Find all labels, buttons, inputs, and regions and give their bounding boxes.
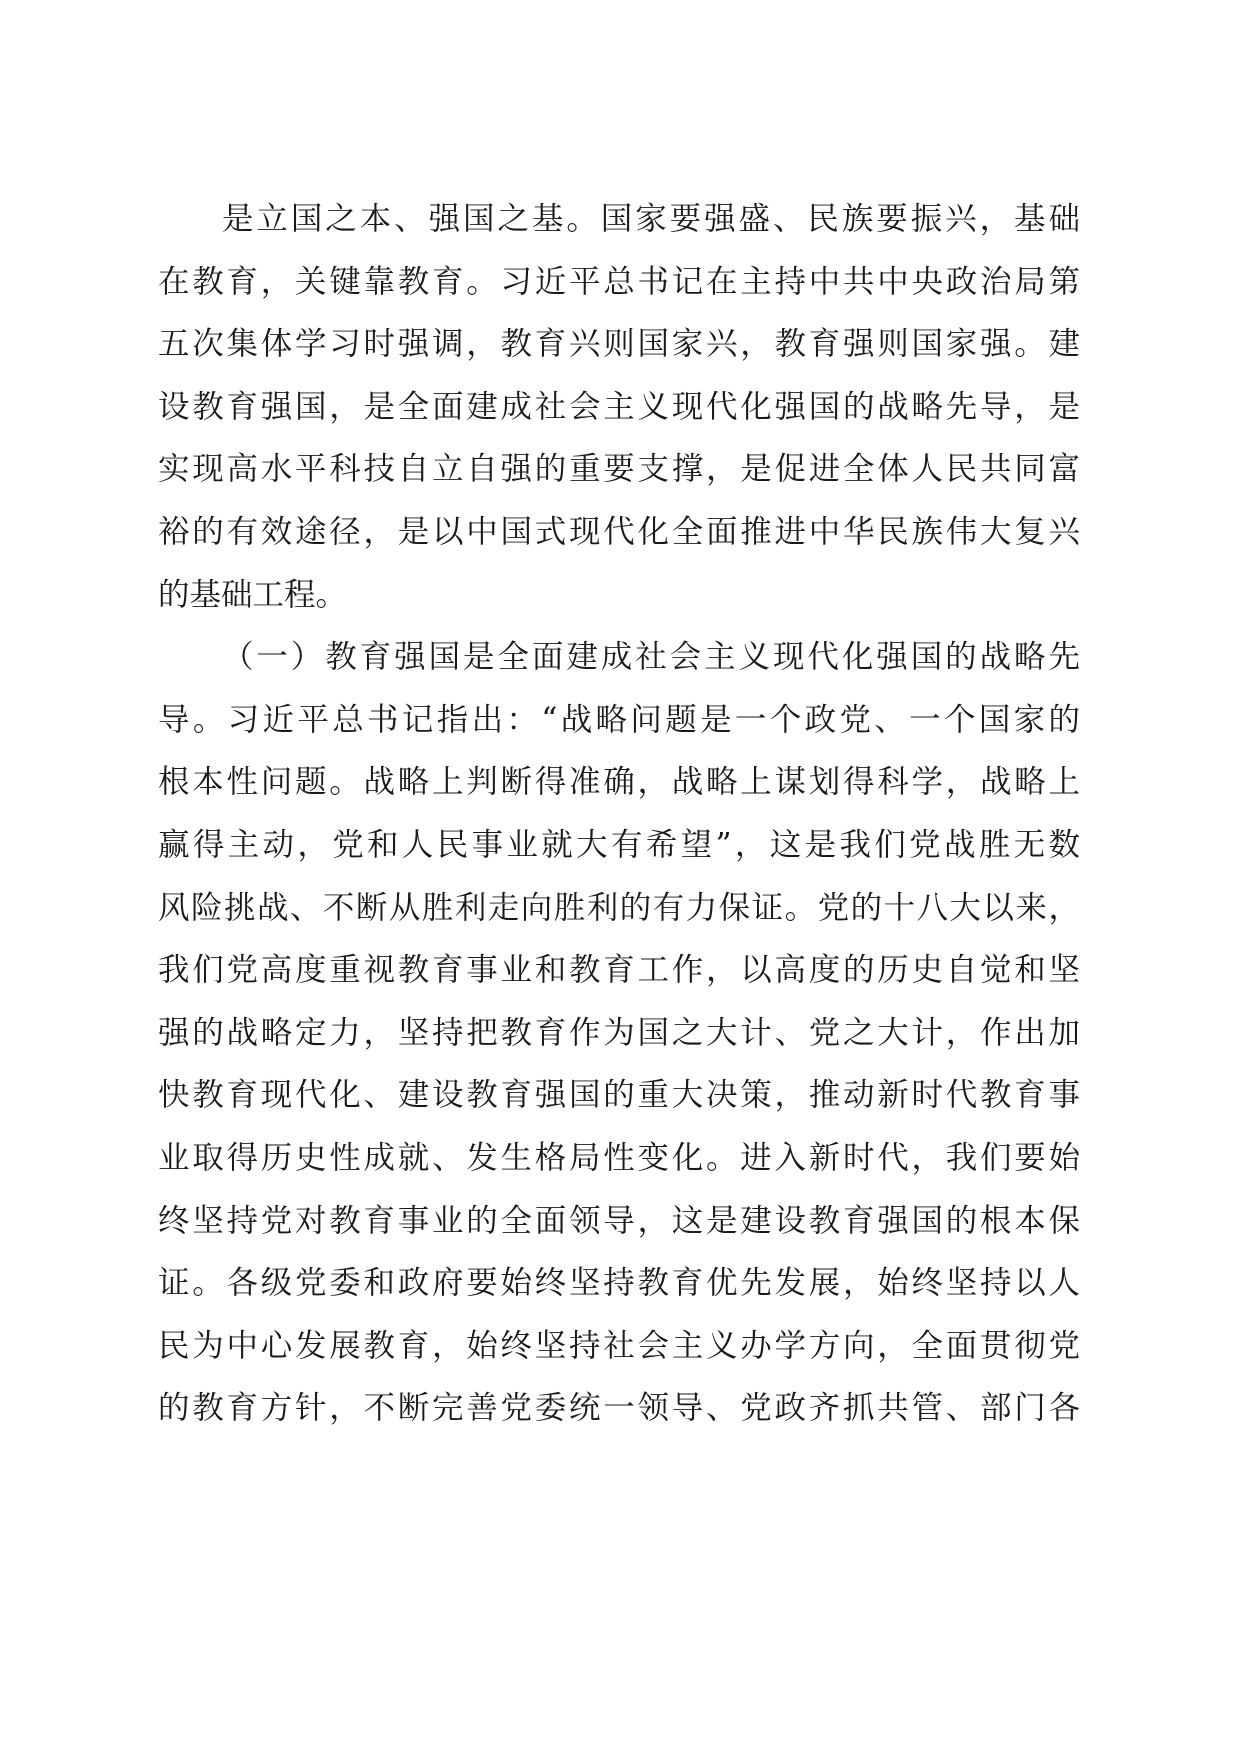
text-line: 五次集体学习时强调，教育兴则国家兴，教育强则国家强。建 — [158, 326, 1080, 363]
body-text — [158, 188, 1080, 1440]
text-line: 终坚持党对教育事业的全面领导，这是建设教育强国的根本保 — [158, 1202, 1080, 1239]
text-line: 实现高水平科技自立自强的重要支撑，是促进全体人民共同富 — [158, 451, 1080, 488]
text-line: 根本性问题。战略上判断得准确，战略上谋划得科学，战略上 — [158, 764, 1080, 801]
text-line: 证。各级党委和政府要始终坚持教育优先发展，始终坚持以人 — [158, 1265, 1080, 1302]
text-line: 裕的有效途径，是以中国式现代化全面推进中华民族伟大复兴 — [158, 513, 1080, 550]
text-line: 导。习近平总书记指出：“战略问题是一个政党、一个国家的 — [158, 701, 1080, 738]
text-line: 的基础工程。 — [158, 576, 348, 613]
text-line: 赢得主动，党和人民事业就大有希望”，这是我们党战胜无数 — [158, 826, 1080, 863]
text-line: （一）教育强国是全面建成社会主义现代化强国的战略先 — [222, 639, 1080, 676]
text-line: 我们党高度重视教育事业和教育工作，以高度的历史自觉和坚 — [158, 952, 1080, 989]
text-line: 的教育方针，不断完善党委统一领导、党政齐抓共管、部门各 — [158, 1390, 1080, 1427]
text-line: 风险挑战、不断从胜利走向胜利的有力保证。党的十八大以来， — [158, 889, 1080, 926]
text-line: 强的战略定力，坚持把教育作为国之大计、党之大计，作出加 — [158, 1014, 1080, 1051]
text-line: 在教育，关键靠教育。习近平总书记在主持中共中央政治局第 — [158, 263, 1080, 300]
text-line: 业取得历史性成就、发生格局性变化。进入新时代，我们要始 — [158, 1139, 1080, 1176]
text-line: 民为中心发展教育，始终坚持社会主义办学方向，全面贯彻党 — [158, 1327, 1080, 1364]
text-line: 是立国之本、强国之基。国家要强盛、民族要振兴，基础 — [222, 201, 1080, 237]
text-line: 设教育强国，是全面建成社会主义现代化强国的战略先导，是 — [158, 388, 1080, 425]
text-line: 快教育现代化、建设教育强国的重大决策，推动新时代教育事 — [158, 1077, 1080, 1114]
